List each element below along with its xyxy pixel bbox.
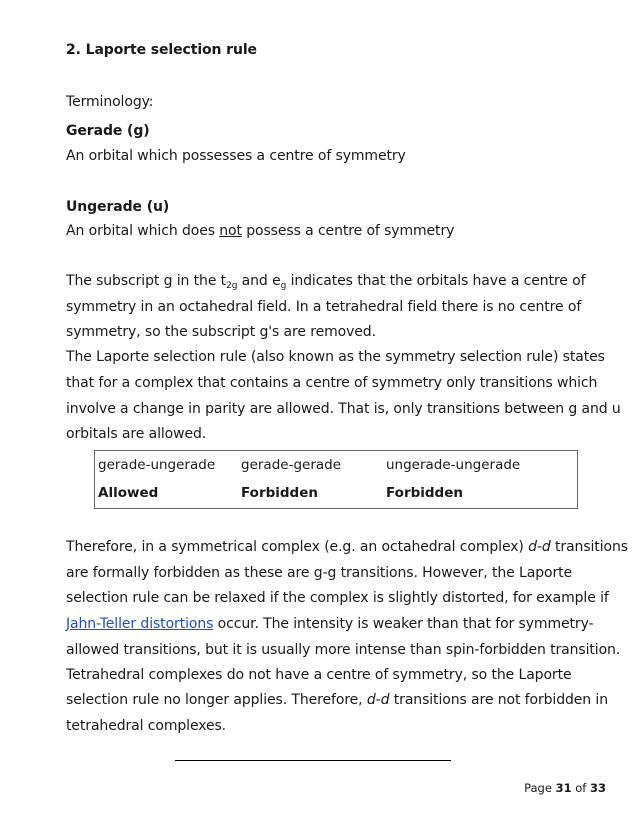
footnote-divider xyxy=(175,760,451,761)
para1-line-1 xyxy=(66,271,585,296)
section-heading: 2. Laporte selection rule xyxy=(66,42,257,58)
gerade-title: Gerade (g) xyxy=(66,123,150,139)
text-run: transitions are not forbidden in xyxy=(389,692,608,708)
table-header-cell: gerade-gerade xyxy=(241,456,342,473)
para2-line-1 xyxy=(66,537,628,557)
table-value-cell: Forbidden xyxy=(241,485,318,502)
footer-page-total: 33 xyxy=(589,781,606,795)
footer-page-label: Page xyxy=(524,781,556,795)
text-run: and e xyxy=(237,273,281,289)
text-run: occur. The intensity is weaker than that for symmetry- xyxy=(213,616,594,632)
table-value-row xyxy=(95,479,578,509)
page-footer xyxy=(524,781,606,795)
para1-line-7: orbitals are allowed. xyxy=(66,426,207,442)
text-run: transitions xyxy=(550,539,628,555)
para2-line-5: allowed transitions, but it is usually more intense than spin-forbidden transition. xyxy=(66,642,621,658)
text-run: Therefore, in a symmetrical complex (e.g. an octahedral complex) xyxy=(66,539,529,555)
para2-line-8: tetrahedral complexes. xyxy=(66,718,227,734)
text-run: selection rule no longer applies. Therefore, xyxy=(66,692,367,708)
footer-page-number: 31 xyxy=(555,781,572,795)
table-header-cell: gerade-ungerade xyxy=(98,456,216,473)
ungerade-title: Ungerade (u) xyxy=(66,199,170,215)
italic-dd: d-d xyxy=(528,539,551,555)
para1-line-3: symmetry, so the subscript g's are removed. xyxy=(66,324,376,340)
text-run: The subscript g in the t xyxy=(66,273,227,289)
table-value-cell: Allowed xyxy=(98,485,159,502)
para1-line-6: involve a change in parity are allowed. That is, only transitions between g and u xyxy=(66,401,621,417)
para2-line-6: Tetrahedral complexes do not have a centre of symmetry, so the Laporte xyxy=(66,667,572,683)
para2-line-7 xyxy=(66,690,608,710)
para1-line-4: The Laporte selection rule (also known as the symmetry selection rule) states xyxy=(66,349,605,365)
selection-rule-table xyxy=(94,450,578,509)
jahn-teller-link[interactable]: Jahn-Teller distortions xyxy=(66,616,214,632)
ungerade-definition xyxy=(66,221,454,241)
subscript-g: g xyxy=(280,281,287,291)
para2-line-4 xyxy=(66,614,593,634)
table-header-cell: ungerade-ungerade xyxy=(386,456,521,473)
gerade-definition: An orbital which possesses a centre of symmetry xyxy=(66,148,406,164)
subscript-2g: 2g xyxy=(226,281,238,291)
terminology-label: Terminology: xyxy=(66,94,154,110)
text-run: indicates that the orbitals have a centre of xyxy=(286,273,586,289)
para1-line-2: symmetry in an octahedral field. In a tetrahedral field there is no centre of xyxy=(66,299,582,315)
ungerade-def-part-1: An orbital which does xyxy=(66,223,220,239)
para2-line-2: are formally forbidden as these are g-g transitions. However, the Laporte xyxy=(66,565,573,581)
table-header-row xyxy=(95,451,578,479)
table-value-cell: Forbidden xyxy=(386,485,463,502)
italic-dd: d-d xyxy=(366,692,390,708)
footer-of-label: of xyxy=(571,781,590,795)
ungerade-def-emphasis: not xyxy=(219,223,242,239)
para2-line-3: selection rule can be relaxed if the complex is slightly distorted, for example if xyxy=(66,590,609,606)
ungerade-def-part-2: possess a centre of symmetry xyxy=(241,223,455,239)
para1-line-5: that for a complex that contains a centre of symmetry only transitions which xyxy=(66,375,598,391)
